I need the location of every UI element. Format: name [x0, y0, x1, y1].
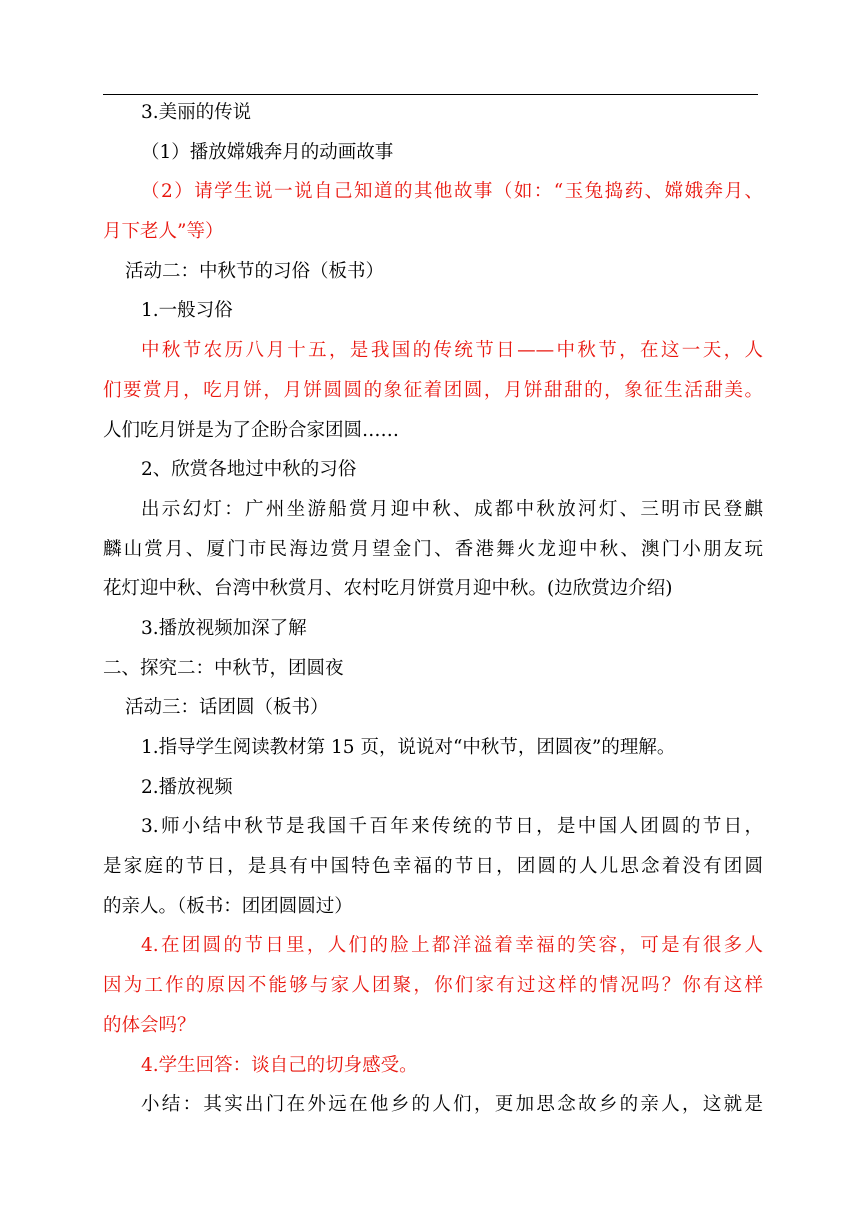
document-body — [103, 93, 763, 1125]
activity-two-heading: 活动二：中秋节的习俗（板书） — [125, 260, 385, 282]
students-answer: 4.学生回答：谈自己的切身感受。 — [141, 1054, 418, 1076]
step-students-tell-stories: （2）请学生说一说自己知道的其他故事（如：“玉兔捣药、嫦娥奔月、 — [141, 181, 763, 203]
section-heading-legend: 3.美丽的传说 — [141, 102, 252, 123]
step-play-animation: （1）播放嫦娥奔月的动画故事 — [141, 141, 394, 163]
slides-paragraph-line-1: 出示幻灯：广州坐游船赏月迎中秋、成都中秋放河灯、三明市民登麒 — [141, 498, 763, 520]
teacher-summary-line-1: 3.师小结中秋节是我国千百年来传统的节日，是中国人团圆的节日， — [141, 816, 763, 838]
teacher-summary-line-2: 是家庭的节日，是具有中国特色幸福的节日，团圆的人儿思念着没有团圆 — [103, 856, 763, 878]
regional-customs-heading: 2、欣赏各地过中秋的习俗 — [141, 459, 357, 481]
reunion-question-line-2: 因为工作的原因不能够与家人团聚，你们家有过这样的情况吗？你有这样 — [103, 975, 763, 997]
customs-paragraph-line-1: 中秋节农历八月十五，是我国的传统节日——中秋节，在这一天，人 — [141, 340, 763, 362]
reunion-question-line-1: 4.在团圆的节日里，人们的脸上都洋溢着幸福的笑容，可是有很多人 — [141, 935, 763, 957]
step-play-video: 2.播放视频 — [141, 776, 233, 798]
activity-three-heading: 活动三：话团圆（板书） — [125, 697, 329, 719]
slides-paragraph-line-3: 花灯迎中秋、台湾中秋赏月、农村吃月饼赏月迎中秋。(边欣赏边介绍) — [103, 578, 673, 600]
step-read-textbook: 1.指导学生阅读教材第 15 页，说说对“中秋节，团圆夜”的理解。 — [141, 737, 676, 758]
customs-paragraph-line-2: 们要赏月，吃月饼，月饼圆圆的象征着团圆，月饼甜甜的，象征生活甜美。 — [103, 379, 763, 401]
teacher-summary-line-3: 的亲人。（板书：团团圆圆过） — [103, 895, 353, 917]
closing-summary: 小结：其实出门在外远在他乡的人们，更加思念故乡的亲人，这就是 — [141, 1094, 763, 1116]
general-customs-heading: 1.一般习俗 — [141, 300, 233, 322]
exploration-two-heading: 二、探究二：中秋节，团圆夜 — [103, 657, 344, 679]
customs-paragraph-line-3: 人们吃月饼是为了企盼合家团圆…… — [103, 419, 400, 441]
slides-paragraph-line-2: 麟山赏月、厦门市民海边赏月望金门、香港舞火龙迎中秋、澳门小朋友玩 — [103, 538, 763, 560]
reunion-question-line-3: 的体会吗？ — [103, 1014, 196, 1036]
play-video-deepen: 3.播放视频加深了解 — [141, 617, 307, 639]
step-students-tell-stories-cont: 月下老人”等） — [103, 221, 224, 243]
